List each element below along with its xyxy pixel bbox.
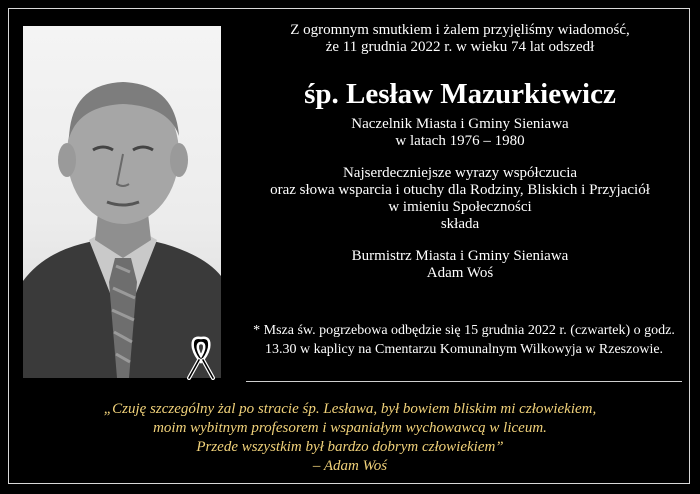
quote-line-3: Przede wszystkim był bardzo dobrym człowiekiem”: [196, 439, 504, 455]
portrait-photo: [23, 26, 221, 378]
funeral-note-line-2: 13.30 w kaplicy na Cmentarzu Komunalnym Wilkowyja w Rzeszowie.: [264, 342, 664, 357]
deceased-name: śp. Lesław Mazurkiewicz: [304, 78, 616, 110]
condolences-line-3: w imieniu Społeczności: [388, 199, 532, 215]
condolences-line-2: oraz słowa wsparcia i otuchy dla Rodziny, Bliskich i Przyjaciół: [270, 182, 650, 198]
intro-line-1: Z ogromnym smutkiem i żalem przyjęliśmy wiadomość,: [290, 22, 630, 38]
quote-line-2: moim wybitnym profesorem i wspaniałym wychowawcą w liceum.: [153, 420, 547, 436]
quote-line-1: „Czuję szczególny żal po stracie śp. Lesława, był bowiem bliskim mi człowiekiem,: [103, 401, 597, 417]
condolences-line-4: składa: [440, 216, 480, 232]
announcement: [234, 22, 686, 282]
signature-line-2: Adam Woś: [426, 265, 494, 281]
quote-author: – Adam Woś: [312, 458, 388, 474]
quote: [20, 400, 680, 476]
condolences-line-1: Najserdeczniejsze wyrazy współczucia: [342, 165, 578, 181]
intro-line-2: że 11 grudnia 2022 r. w wieku 74 lat odszedł: [325, 39, 595, 55]
divider: [246, 381, 682, 382]
funeral-note: [238, 321, 690, 359]
funeral-note-line-1: * Msza św. pogrzebowa odbędzie się 15 grudnia 2022 r. (czwartek) o godz.: [253, 323, 675, 338]
role-line-1: Naczelnik Miasta i Gminy Sieniawa: [351, 116, 569, 132]
signature-line-1: Burmistrz Miasta i Gminy Sieniawa: [351, 248, 569, 264]
mourning-ribbon-icon: [183, 332, 219, 380]
role-line-2: w latach 1976 – 1980: [395, 133, 525, 149]
